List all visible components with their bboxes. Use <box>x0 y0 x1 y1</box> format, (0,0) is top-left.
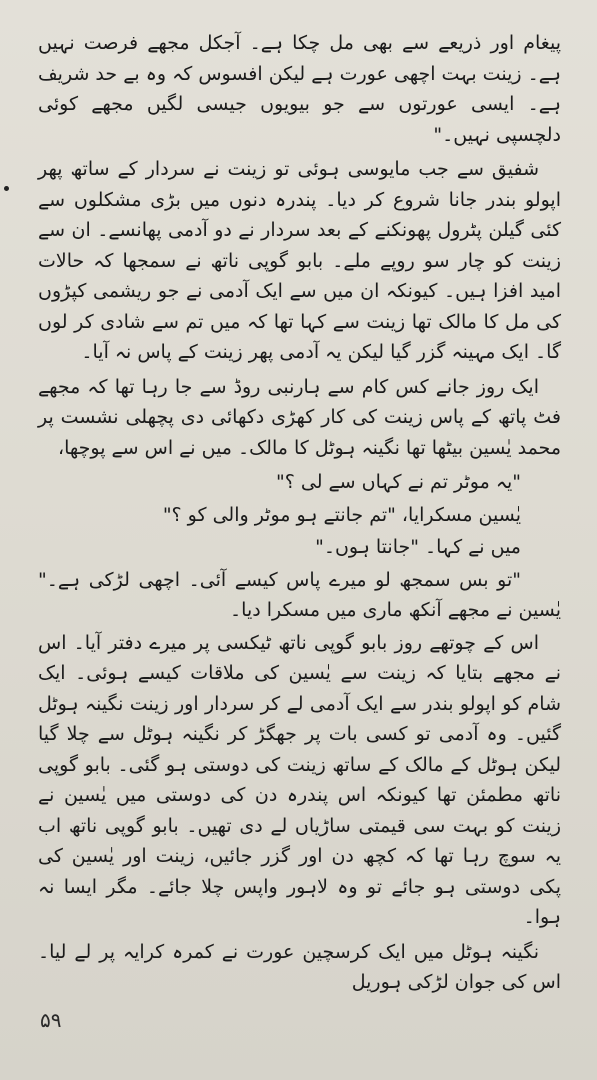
paragraph-2: شفیق سے جب مایوسی ہوئی تو زینت نے سردار کے ساتھ پھر اپولو بندر جانا شروع کر دیا۔ پندرہ دنوں میں بڑی مشکلوں سے کئی گیلن پٹرول پھونکنے کے بعد سردار نے دو آدمی پھانسے۔ ان سے زینت کو چار سو روپے ملے۔ بابو گوپی ناتھ نے سمجھا کہ حالات امید افزا ہیں۔ کیونکہ ان میں سے ایک آدمی نے جو ریشمی کپڑوں کی مل کا مالک تھا زینت سے کہا تھا کہ میں تم سے شادی کر لوں گا۔ ایک مہینہ گزر گیا لیکن یہ آدمی پھر زینت کے پاس نہ آیا۔ <box>38 158 561 363</box>
dialogue-line-1: "یہ موٹر تم نے کہاں سے لی ؟" <box>276 471 521 493</box>
dialogue-line-4: "تو بس سمجھ لو میرے پاس کیسے آئی۔ اچھی لڑکی ہے۔" یٰسین نے مجھے آنکھ ماری میں مسکرا دیا۔ <box>38 568 561 621</box>
paragraph-4: اس کے چوتھے روز بابو گوپی ناتھ ٹیکسی پر میرے دفتر آیا۔ اس نے مجھے بتایا کہ زینت سے یٰسین کی ملاقات کیسے ہوئی۔ ایک شام کو اپولو بندر سے ایک آدمی لے کر سردار اور زینت نگینہ ہوٹل گئیں۔ وہ آدمی تو کسی بات پر جھگڑ کر نگینہ ہوٹل سے چلا گیا لیکن ہوٹل کے مالک کے ساتھ زینت کی دوستی ہو گئی۔ بابو گوپی ناتھ مطمئن تھا کیونکہ اس پندرہ دن کی دوستی میں یٰسین نے زینت کو بہت سی قیمتی ساڑیاں لے دی تھیں۔ بابو گوپی ناتھ اب یہ سوچ رہا تھا کہ کچھ دن اور گزر جائیں، زینت اور یٰسین کی پکی دوستی ہو جائے تو وہ لاہور واپس چلا جائے۔ مگر ایسا نہ ہوا۔ <box>38 631 561 928</box>
margin-mark <box>4 186 9 191</box>
paragraph-3: ایک روز جانے کس کام سے ہارنبی روڈ سے جا رہا تھا کہ مجھے فٹ پاتھ کے پاس زینت کی کار کھڑی دکھائی دی پچھلی نشست پر محمد یٰسین بیٹھا تھا نگینہ ہوٹل کا مالک۔ میں نے اس سے پوچھا، <box>38 375 561 459</box>
paragraph-5: نگینہ ہوٹل میں ایک کرسچین عورت نے کمرہ کرایہ پر لے لیا۔ اس کی جوان لڑکی ہوریل <box>38 940 561 993</box>
dialogue-line-3: میں نے کہا۔ "جانتا ہوں۔" <box>315 536 521 558</box>
page-number: ۵۹ <box>40 1008 62 1032</box>
page-body-text <box>38 28 561 1002</box>
dialogue-line-2: یٰسین مسکرایا، "تم جانتے ہو موٹر والی کو ؟" <box>162 503 521 526</box>
paragraph-1: پیغام اور ذریعے سے بھی مل چکا ہے۔ آجکل مجھے فرصت نہیں ہے۔ زینت بہت اچھی عورت ہے لیکن افسوس کہ وہ بے حد شریف ہے۔ ایسی عورتوں سے جو بیویوں جیسی لگیں مجھے کوئی دلچسپی نہیں۔" <box>38 32 561 146</box>
